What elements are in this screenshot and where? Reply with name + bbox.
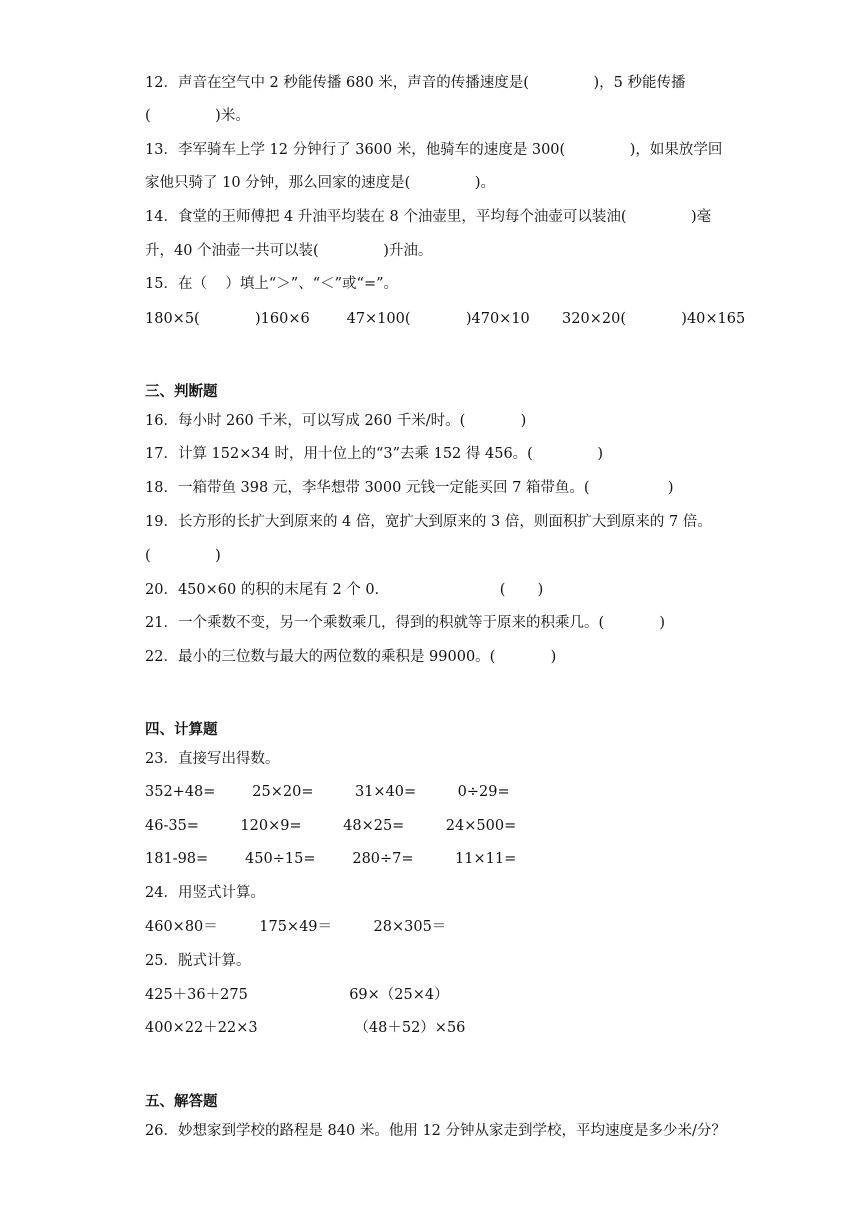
question-23-row1: 352+48= 25×20= 31×40= 0÷29= xyxy=(145,784,510,800)
question-15-comparisons: 180×5( )160×6 47×100( )470×10 320×20( )40×165 xyxy=(145,311,746,327)
question-19-line2: ( ) xyxy=(145,548,221,564)
question-14-line2: 升，40 个油壶一共可以装( )升油。 xyxy=(145,243,433,259)
section-heading-judgement: 三、判断题 xyxy=(145,383,218,400)
question-26: 26．妙想家到学校的路程是 840 米。他用 12 分钟从家走到学校，平均速度是多少米/分？ xyxy=(145,1123,726,1139)
question-14-line1: 14．食堂的王师傅把 4 升油平均装在 8 个油壶里，平均每个油壶可以装油( )毫 xyxy=(145,209,712,225)
question-25-prompt: 25．脱式计算。 xyxy=(145,953,251,969)
question-12-line1: 12．声音在空气中 2 秒能传播 680 米，声音的传播速度是( )，5 秒能传播 xyxy=(145,75,686,91)
question-21: 21．一个乘数不变，另一个乘数乘几，得到的积就等于原来的积乘几。( ) xyxy=(145,615,666,631)
question-12-line2: ( )米。 xyxy=(145,108,250,124)
question-13-line1: 13．李军骑车上学 12 分钟行了 3600 米，他骑车的速度是 300( )，如果放学回 xyxy=(145,142,723,158)
question-16: 16．每小时 260 千米，可以写成 260 千米/时。( ) xyxy=(145,413,527,429)
question-22: 22．最小的三位数与最大的两位数的乘积是 99000。( ) xyxy=(145,649,557,665)
question-23-prompt: 23．直接写出得数。 xyxy=(145,751,280,767)
question-13-line2: 家他只骑了 10 分钟，那么回家的速度是( )。 xyxy=(145,175,496,191)
question-17: 17．计算 152×34 时，用十位上的“3”去乘 152 得 456。( ) xyxy=(145,446,604,462)
question-18: 18．一箱带鱼 398 元，李华想带 3000 元钱一定能买回 7 箱带鱼。( ) xyxy=(145,480,674,496)
question-25-row2: 400×22＋22×3 （48＋52）×56 xyxy=(145,1020,466,1036)
question-24-prompt: 24．用竖式计算。 xyxy=(145,885,265,901)
question-25-row1: 425＋36＋275 69×（25×4） xyxy=(145,987,449,1003)
question-19-line1: 19．长方形的长扩大到原来的 4 倍，宽扩大到原来的 3 倍，则面积扩大到原来的 7 倍。 xyxy=(145,514,712,530)
question-24-row: 460×80＝ 175×49＝ 28×305＝ xyxy=(145,919,447,935)
question-23-row3: 181-98= 450÷15= 280÷7= 11×11= xyxy=(145,851,517,867)
section-heading-calculation: 四、计算题 xyxy=(145,721,218,738)
question-15-prompt: 15．在（ ）填上“＞”、“＜”或“=”。 xyxy=(145,276,399,292)
question-23-row2: 46-35= 120×9= 48×25= 24×500= xyxy=(145,818,517,834)
question-20: 20．450×60 的积的末尾有 2 个 0． ( ) xyxy=(145,582,544,598)
section-heading-solutions: 五、解答题 xyxy=(145,1093,218,1110)
